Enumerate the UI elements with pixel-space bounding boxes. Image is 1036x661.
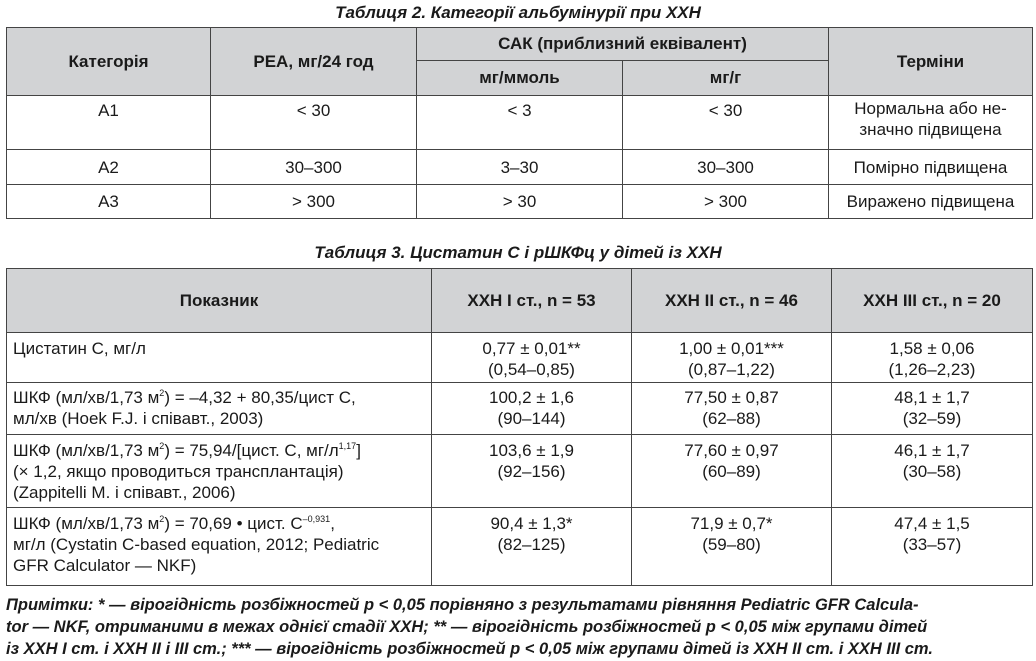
- value-mean: 77,50 ± 0,87: [684, 388, 779, 407]
- header-stage2: ХХН II ст., n = 46: [632, 269, 832, 333]
- table-row: [7, 333, 1033, 383]
- cell-stage1: [432, 333, 632, 383]
- footnotes: [6, 594, 1032, 660]
- cell-stage3: [832, 508, 1033, 586]
- terms-line: Нормальна або не-: [854, 99, 1007, 118]
- albuminuria-table: [6, 27, 1033, 219]
- header-sak-mmol: мг/ммоль: [417, 61, 623, 96]
- cell-stage2: [632, 383, 832, 435]
- cell-category: А1: [7, 96, 211, 150]
- cell-mmol: > 30: [417, 185, 623, 219]
- header-stage3: ХХН III ст., n = 20: [832, 269, 1033, 333]
- indicator-line: (× 1,2, якщо проводиться трансплантація): [13, 462, 344, 481]
- cell-stage3: [832, 333, 1033, 383]
- table3-caption: Таблиця 3. Цистатин С і рШКФц у дітей із ХХН: [314, 243, 722, 262]
- table-row: [7, 150, 1033, 185]
- cell-stage3: [832, 435, 1033, 508]
- header-indicator: Показник: [7, 269, 432, 333]
- value-mean: 90,4 ± 1,3*: [490, 514, 573, 533]
- cell-category: А2: [7, 150, 211, 185]
- cell-stage1: [432, 383, 632, 435]
- cystatin-table: [6, 268, 1033, 586]
- table-row: [7, 185, 1033, 219]
- cell-stage2: [632, 435, 832, 508]
- value-mean: 0,77 ± 0,01**: [482, 339, 581, 358]
- header-category: Категорія: [7, 28, 211, 96]
- value-range: (1,26–2,23): [888, 360, 976, 379]
- cell-stage1: [432, 508, 632, 586]
- cell-stage2: [632, 333, 832, 383]
- value-mean: 100,2 ± 1,6: [489, 388, 574, 407]
- cell-stage1: [432, 435, 632, 508]
- header-terms: Терміни: [829, 28, 1033, 96]
- value-range: (0,54–0,85): [488, 360, 575, 379]
- header-sak-g: мг/г: [623, 61, 829, 96]
- cell-stage2: [632, 508, 832, 586]
- cell-indicator: [7, 508, 432, 586]
- indicator-line: ШКФ (мл/хв/1,73 $м^2) = 70,69$ • цист. $С^{-0,931}$,: [13, 514, 335, 533]
- value-mean: 1,00 ± 0,01***: [679, 339, 784, 358]
- indicator-line: мл/хв (Hoek F.J. і співавт., 2003): [13, 409, 264, 428]
- indicator-line: ШКФ (мл/хв/1,73 $м^2$) = 75,94/[цист. С, $мг/л^{1,17}$]: [13, 441, 361, 460]
- cell-rea: 30–300: [211, 150, 417, 185]
- value-range: (60–89): [702, 462, 761, 481]
- table2-caption: Таблиця 2. Категорії альбумінурії при ХХН: [335, 3, 701, 22]
- cell-indicator: [7, 383, 432, 435]
- value-range: (0,87–1,22): [688, 360, 775, 379]
- table-row: [7, 96, 1033, 150]
- cell-category: А3: [7, 185, 211, 219]
- header-rea: РЕА, мг/24 год: [211, 28, 417, 96]
- cell-rea: < 30: [211, 96, 417, 150]
- value-range: (82–125): [497, 535, 566, 554]
- value-range: (62–88): [702, 409, 761, 428]
- footnote-line: із ХХН I ст. і ХХН II і III ст.; *** — вірогідність розбіжностей р < 0,05 між групами дітей із ХХН II ст. і ХХН III ст.: [6, 640, 933, 658]
- footnote-line: tor — NKF, отриманими в межах однієї стадії ХХН; ** — вірогідність розбіжностей р < 0,05 між групами дітей: [6, 618, 928, 636]
- value-range: (59–80): [702, 535, 761, 554]
- cell-g: > 300: [623, 185, 829, 219]
- value-range: (30–58): [902, 462, 962, 481]
- value-mean: 1,58 ± 0,06: [889, 339, 975, 358]
- cell-mmol: < 3: [417, 96, 623, 150]
- indicator-line: GFR Calculator — NKF): [13, 556, 197, 575]
- value-mean: 48,1 ± 1,7: [894, 388, 970, 407]
- value-range: (33–57): [902, 535, 962, 554]
- cell-stage3: [832, 383, 1033, 435]
- cell-terms: Помірно підвищена: [829, 150, 1033, 185]
- cell-mmol: 3–30: [417, 150, 623, 185]
- cell-indicator: Цистатин С, мг/л: [7, 333, 432, 383]
- value-range: (92–156): [497, 462, 566, 481]
- table-row: [7, 508, 1033, 586]
- cell-indicator: [7, 435, 432, 508]
- table-row: [7, 435, 1033, 508]
- value-mean: 77,60 ± 0,97: [684, 441, 779, 460]
- value-mean: 71,9 ± 0,7*: [690, 514, 773, 533]
- cell-terms: [829, 96, 1033, 150]
- header-sak: САК (приблизний еквівалент): [417, 28, 829, 61]
- value-range: (90–144): [497, 409, 566, 428]
- footnote-line: Примітки: * — вірогідність розбіжностей р < 0,05 порівняно з результатами рівняння Pediatric GFR Calcula-: [6, 596, 919, 614]
- cell-rea: > 300: [211, 185, 417, 219]
- indicator-line: ШКФ (мл/хв/1,73 $м^2) = -4,32$ + 80,35/цист С,: [13, 388, 356, 407]
- value-mean: 103,6 ± 1,9: [489, 441, 574, 460]
- header-stage1: ХХН I ст., n = 53: [432, 269, 632, 333]
- indicator-line: (Zappitelli M. і співавт., 2006): [13, 483, 236, 502]
- value-mean: 46,1 ± 1,7: [894, 441, 970, 460]
- cell-terms: Виражено підвищена: [829, 185, 1033, 219]
- indicator-line: мг/л (Cystatin C-based equation, 2012; Pediatric: [13, 535, 380, 554]
- value-mean: 47,4 ± 1,5: [894, 514, 970, 533]
- table-row: [7, 383, 1033, 435]
- terms-line: значно підвищена: [859, 120, 1002, 139]
- value-range: (32–59): [902, 409, 962, 428]
- cell-g: < 30: [623, 96, 829, 150]
- cell-g: 30–300: [623, 150, 829, 185]
